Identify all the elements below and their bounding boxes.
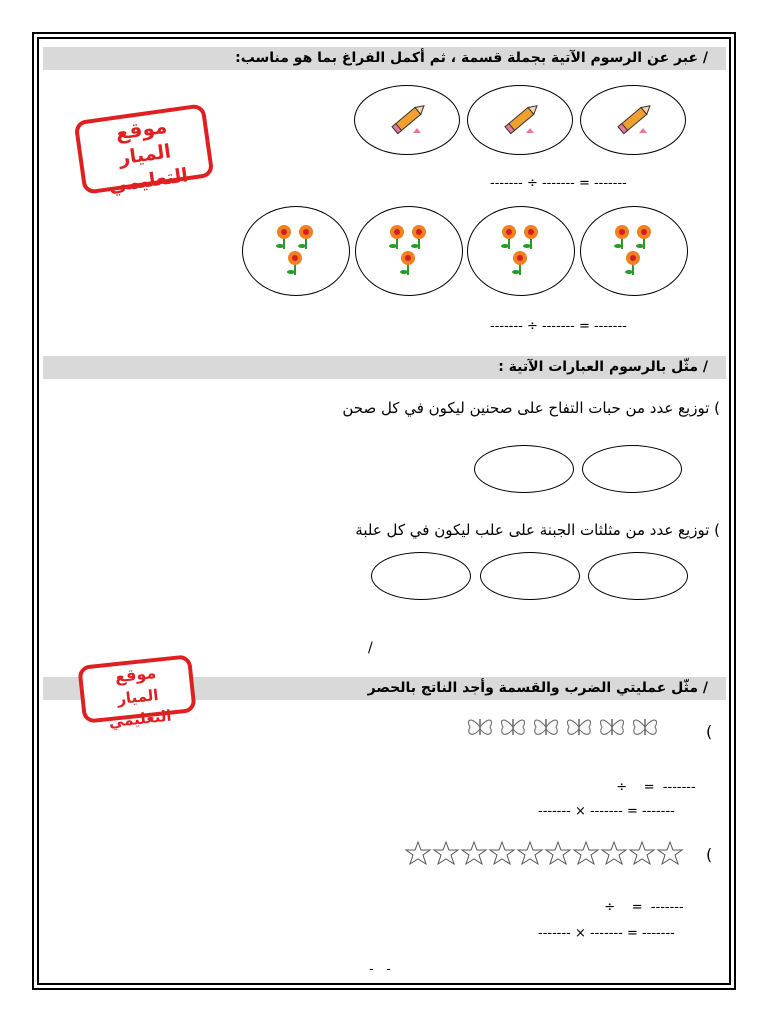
box-oval: [480, 552, 580, 600]
watermark-line2: الميار التعليمي: [107, 685, 173, 732]
watermark-line1: موقع: [113, 113, 169, 145]
pencil-icon: [502, 99, 544, 139]
butterfly-multiplication: ------- × ------- = -------: [538, 804, 675, 819]
section1-header: / عبر عن الرسوم الآتية بجملة قسمة ، ثم أكمل الفراغ بما هو مناسب:: [43, 47, 726, 70]
star-paren: ): [706, 845, 713, 864]
butterfly-paren: ): [706, 722, 713, 741]
watermark-line1: موقع: [113, 662, 158, 687]
pencil-icon: [615, 99, 657, 139]
flower-icon: [610, 220, 660, 280]
section3-header: / مثّل عمليتي الضرب والقسمة وأجد الناتج بالحصر: [43, 677, 726, 700]
box-oval: [588, 552, 688, 600]
cheese-statement: ) توزيع عدد من مثلثات الجبنة على علب ليكون في كل علبة: [355, 521, 720, 539]
butterfly-division: [608, 765, 696, 795]
star-multiplication: ------- × ------- = -------: [538, 926, 675, 941]
box-oval: [371, 552, 471, 600]
flower-icon: [497, 220, 547, 280]
pencil-equation: ------- ÷ ------- = -------: [490, 176, 627, 191]
flower-icon: [385, 220, 435, 280]
footer-dashes: - -: [369, 962, 391, 977]
star-division: [596, 885, 684, 915]
division-line: ÷ = -------: [616, 780, 696, 795]
flower-icon: [272, 220, 322, 280]
section2-header: / مثّل بالرسوم العبارات الآتية :: [43, 356, 726, 379]
watermark-stamp: [77, 654, 196, 732]
division-line: ÷ = -------: [604, 900, 684, 915]
butterfly-icon: [466, 713, 660, 741]
watermark-line2: الميار التعليمي: [107, 140, 190, 198]
plate-oval: [582, 445, 682, 493]
flower-equation: ------- ÷ ------- = -------: [490, 319, 627, 334]
slash-mark: /: [368, 640, 373, 656]
plate-oval: [474, 445, 574, 493]
pencil-icon: [389, 99, 431, 139]
apples-statement: ) توزيع عدد من حبات التفاح على صحنين ليكون في كل صحن: [342, 399, 720, 417]
star-icon: [405, 840, 687, 868]
